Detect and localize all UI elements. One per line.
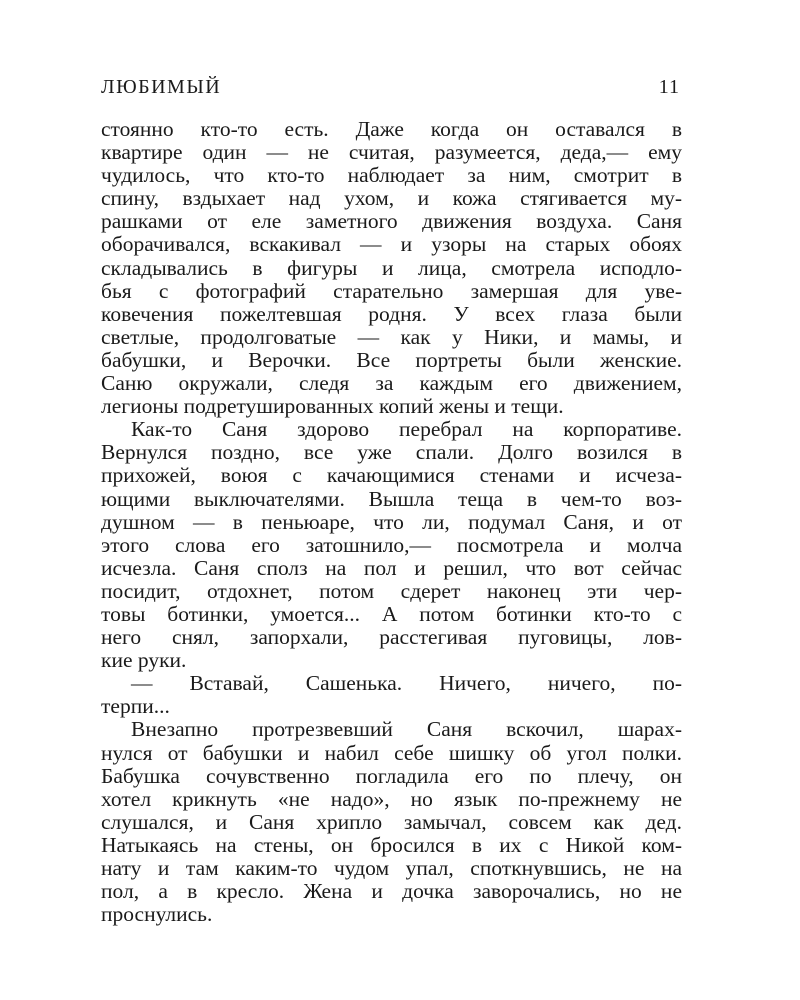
text-line: спину, вздыхает над ухом, и кожа стягивается му- bbox=[101, 186, 682, 211]
text-line: светлые, продолговатые — как у Ники, и мамы, и bbox=[101, 324, 682, 349]
text-line: душном — в пеньюаре, что ли, подумал Саня, и от bbox=[101, 509, 682, 534]
text-line: бабушки, и Верочки. Все портреты были женские. bbox=[101, 347, 682, 372]
text-line: товы ботинки, умоется... А потом ботинки кто-то с bbox=[101, 601, 682, 626]
text-line: посидит, отдохнет, потом сдерет наконец эти чер- bbox=[101, 578, 682, 603]
text-line: Как-то Саня здорово перебрал на корпоративе. bbox=[131, 417, 682, 442]
text-line: складывались в фигуры и лица, смотрела исподло- bbox=[101, 255, 682, 280]
text-line: Бабушка сочувственно погладила его по плечу, он bbox=[101, 763, 682, 788]
text-line: проснулись. bbox=[101, 902, 213, 927]
text-line: терпи... bbox=[101, 694, 170, 719]
text-line: хотел крикнуть «не надо», но язык по-прежнему не bbox=[101, 786, 682, 811]
text-line: квартире один — не считая, разумеется, деда,— ему bbox=[101, 140, 682, 165]
text-line: оборачивался, вскакивал — и узоры на старых обоях bbox=[101, 232, 682, 257]
text-line: рашками от еле заметного движения воздуха. Саня bbox=[101, 209, 682, 234]
page-number: 11 bbox=[658, 76, 680, 98]
running-title: ЛЮБИМЫЙ bbox=[101, 76, 222, 98]
text-line: ковечения пожелтевшая родня. У всех глаза были bbox=[101, 301, 682, 326]
text-line: Саню окружали, следя за каждым его движением, bbox=[101, 371, 682, 396]
text-line: стоянно кто-то есть. Даже когда он оставался в bbox=[101, 117, 682, 141]
text-line: исчезла. Саня сполз на пол и решил, что вот сейчас bbox=[101, 555, 682, 580]
text-line: — Вставай, Сашенька. Ничего, ничего, по- bbox=[131, 671, 682, 696]
text-line: слушался, и Саня хрипло замычал, совсем как дед. bbox=[101, 809, 682, 834]
body-text bbox=[101, 118, 682, 926]
text-line: чудилось, что кто-то наблюдает за ним, смотрит в bbox=[101, 163, 682, 188]
text-line: ющими выключателями. Вышла теща в чем-то воз- bbox=[101, 486, 682, 511]
text-line: пол, а в кресло. Жена и дочка заворочались, но не bbox=[101, 879, 682, 904]
text-line: бья с фотографий старательно замершая для уве- bbox=[101, 278, 682, 303]
text-line: кие руки. bbox=[101, 648, 187, 673]
text-line: этого слова его затошнило,— посмотрела и молча bbox=[101, 532, 682, 557]
text-line: нату и там каким-то чудом упал, споткнувшись, не на bbox=[101, 856, 682, 880]
text-line: Вернулся поздно, все уже спали. Долго возился в bbox=[101, 440, 682, 465]
text-line: прихожей, воюя с качающимися стенами и исчеза- bbox=[101, 463, 682, 488]
text-line: Внезапно протрезвевший Саня вскочил, шарах- bbox=[131, 717, 682, 742]
running-header bbox=[101, 76, 680, 102]
text-line: него снял, запорхали, расстегивая пуговицы, лов- bbox=[101, 625, 682, 650]
text-line: легионы подретушированных копий жены и тещи. bbox=[101, 394, 564, 419]
text-line: нулся от бабушки и набил себе шишку об угол полки. bbox=[101, 740, 682, 765]
text-line: Натыкаясь на стены, он бросился в их с Никой ком- bbox=[101, 832, 682, 857]
